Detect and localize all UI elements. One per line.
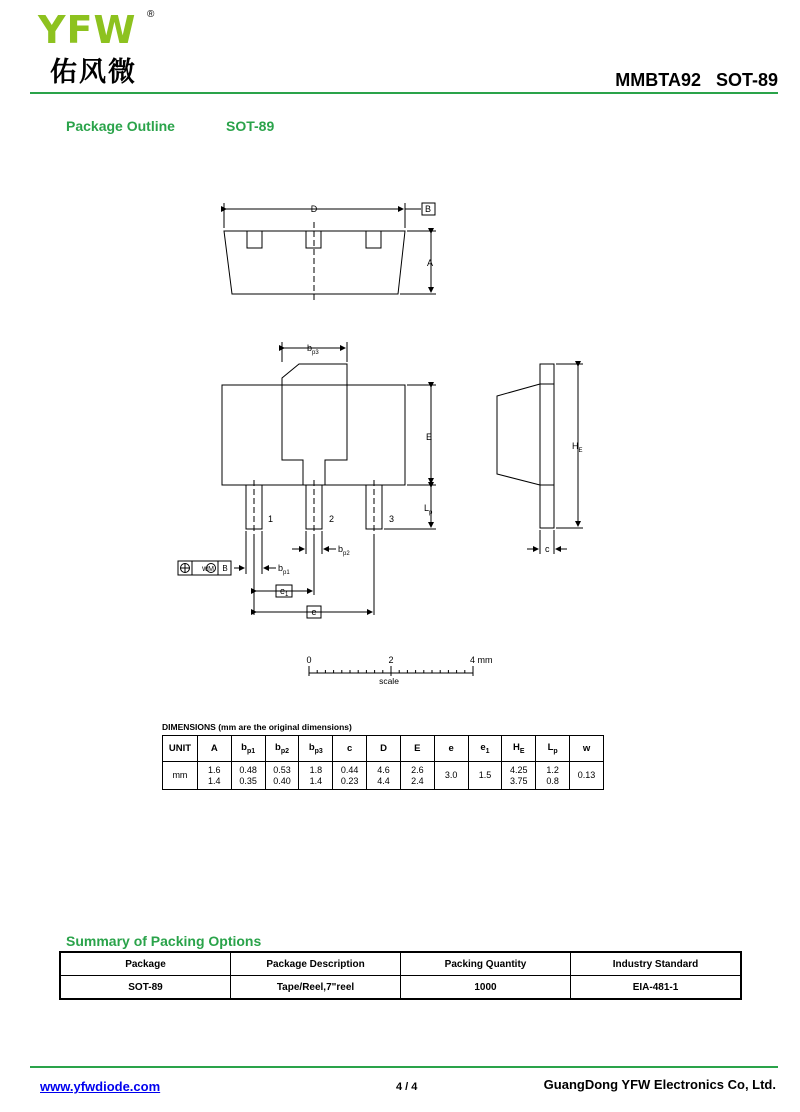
dimension-value-cell: 3.0 [434,762,468,790]
label-pin-2: 2 [329,514,335,524]
dimension-value-cell: 0.53 0.40 [265,762,299,790]
dimension-value-cell: 0.44 0.23 [333,762,367,790]
packing-cell: 1000 [401,976,571,1000]
dimension-value-cell: 1.6 1.4 [197,762,231,790]
label-bp3: $b_{p3}$ [307,343,319,356]
dimension-value-cell: 1.2 0.8 [536,762,570,790]
page-number: 4 / 4 [396,1081,418,1093]
dimension-header-cell: c [333,736,367,762]
dimension-value-cell: 1.8 1.4 [299,762,333,790]
website-link[interactable]: www.yfwdiode.com [40,1079,161,1094]
scale-label: scale [379,676,399,686]
label-bp1: $b_{p1}$ [278,563,290,576]
side-tab [540,364,554,528]
dimension-header-cell: $b_{p2}$ [265,736,299,762]
dimension-header-cell: $b_{p3}$ [299,736,333,762]
label-c: c [545,544,550,554]
section-package: SOT-89 [226,118,275,134]
tab-inner-right [325,385,347,485]
packing-header-row [60,952,741,976]
dimension-value-cell: 4.25 3.75 [502,762,536,790]
label-A: A [427,258,434,268]
label-HE: $H_E$ [572,441,583,454]
dimension-header-cell: D [367,736,401,762]
dimension-header-cell: $H_E$ [502,736,536,762]
registered-mark: ® [147,9,155,20]
packing-title: Summary of Packing Options [66,933,262,949]
top-lead-3 [366,231,381,248]
company-name: GuangDong YFW Electronics Co, Ltd. [543,1077,776,1092]
packing-header-cell: Package Description [231,952,401,976]
scale-tick-4: 4 mm [470,655,493,665]
packing-table [59,951,742,1000]
label-tol-w: w [202,564,208,573]
dimension-header-cell: UNIT [163,736,198,762]
top-lead-1 [247,231,262,248]
packing-header-cell: Industry Standard [571,952,742,976]
dimensions-value-row [163,762,604,790]
packing-cell: EIA-481-1 [571,976,742,1000]
dimensions-header-row [163,736,604,762]
dimension-header-cell: e [434,736,468,762]
dimension-header-cell: $e_1$ [468,736,502,762]
dimension-value-cell: 4.6 4.4 [367,762,401,790]
footer-divider [30,1066,778,1068]
label-pin-3: 3 [389,514,395,524]
dimension-header-cell: w [570,736,604,762]
side-body [497,384,540,485]
document-title: MMBTA92 SOT-89 [615,70,778,90]
dimension-value-cell: mm [163,762,198,790]
packing-header-cell: Packing Quantity [401,952,571,976]
tab-inner-left [282,385,303,485]
tab-top [282,364,347,385]
label-bp2: $b_{p2}$ [338,544,350,557]
section-title: Package Outline [66,118,175,134]
front-view-body [222,385,405,485]
label-e1: $e_1$ [280,586,289,598]
label-e: e [311,607,317,617]
dimensions-table [162,735,604,790]
dimensions-caption: DIMENSIONS (mm are the original dimensions) [162,722,352,732]
dimension-header-cell: A [197,736,231,762]
packing-cell: SOT-89 [60,976,231,1000]
dimension-header-cell: $L_p$ [536,736,570,762]
dimension-header-cell: $b_{p1}$ [231,736,265,762]
logo-wordmark: YFW [38,8,137,52]
label-D: D [310,204,318,214]
label-E: E [426,432,433,442]
dimension-value-cell: 0.13 [570,762,604,790]
dimension-value-cell: 1.5 [468,762,502,790]
label-Lp: $L_p$ [424,503,433,516]
label-tol-M: M [208,566,214,573]
label-datum-B: B [424,204,432,214]
scale-tick-2: 2 [388,655,394,665]
label-tol-B: B [222,564,228,573]
scale-tick-0: 0 [306,655,312,665]
label-pin-1: 1 [268,514,274,524]
packing-data-row [60,976,741,1000]
logo-chinese-name: 佑风微 [50,57,137,88]
dimension-value-cell: 0.48 0.35 [231,762,265,790]
dimension-value-cell: 2.6 2.4 [400,762,434,790]
packing-cell: Tape/Reel,7"reel [231,976,401,1000]
packing-header-cell: Package [60,952,231,976]
dimension-header-cell: E [400,736,434,762]
